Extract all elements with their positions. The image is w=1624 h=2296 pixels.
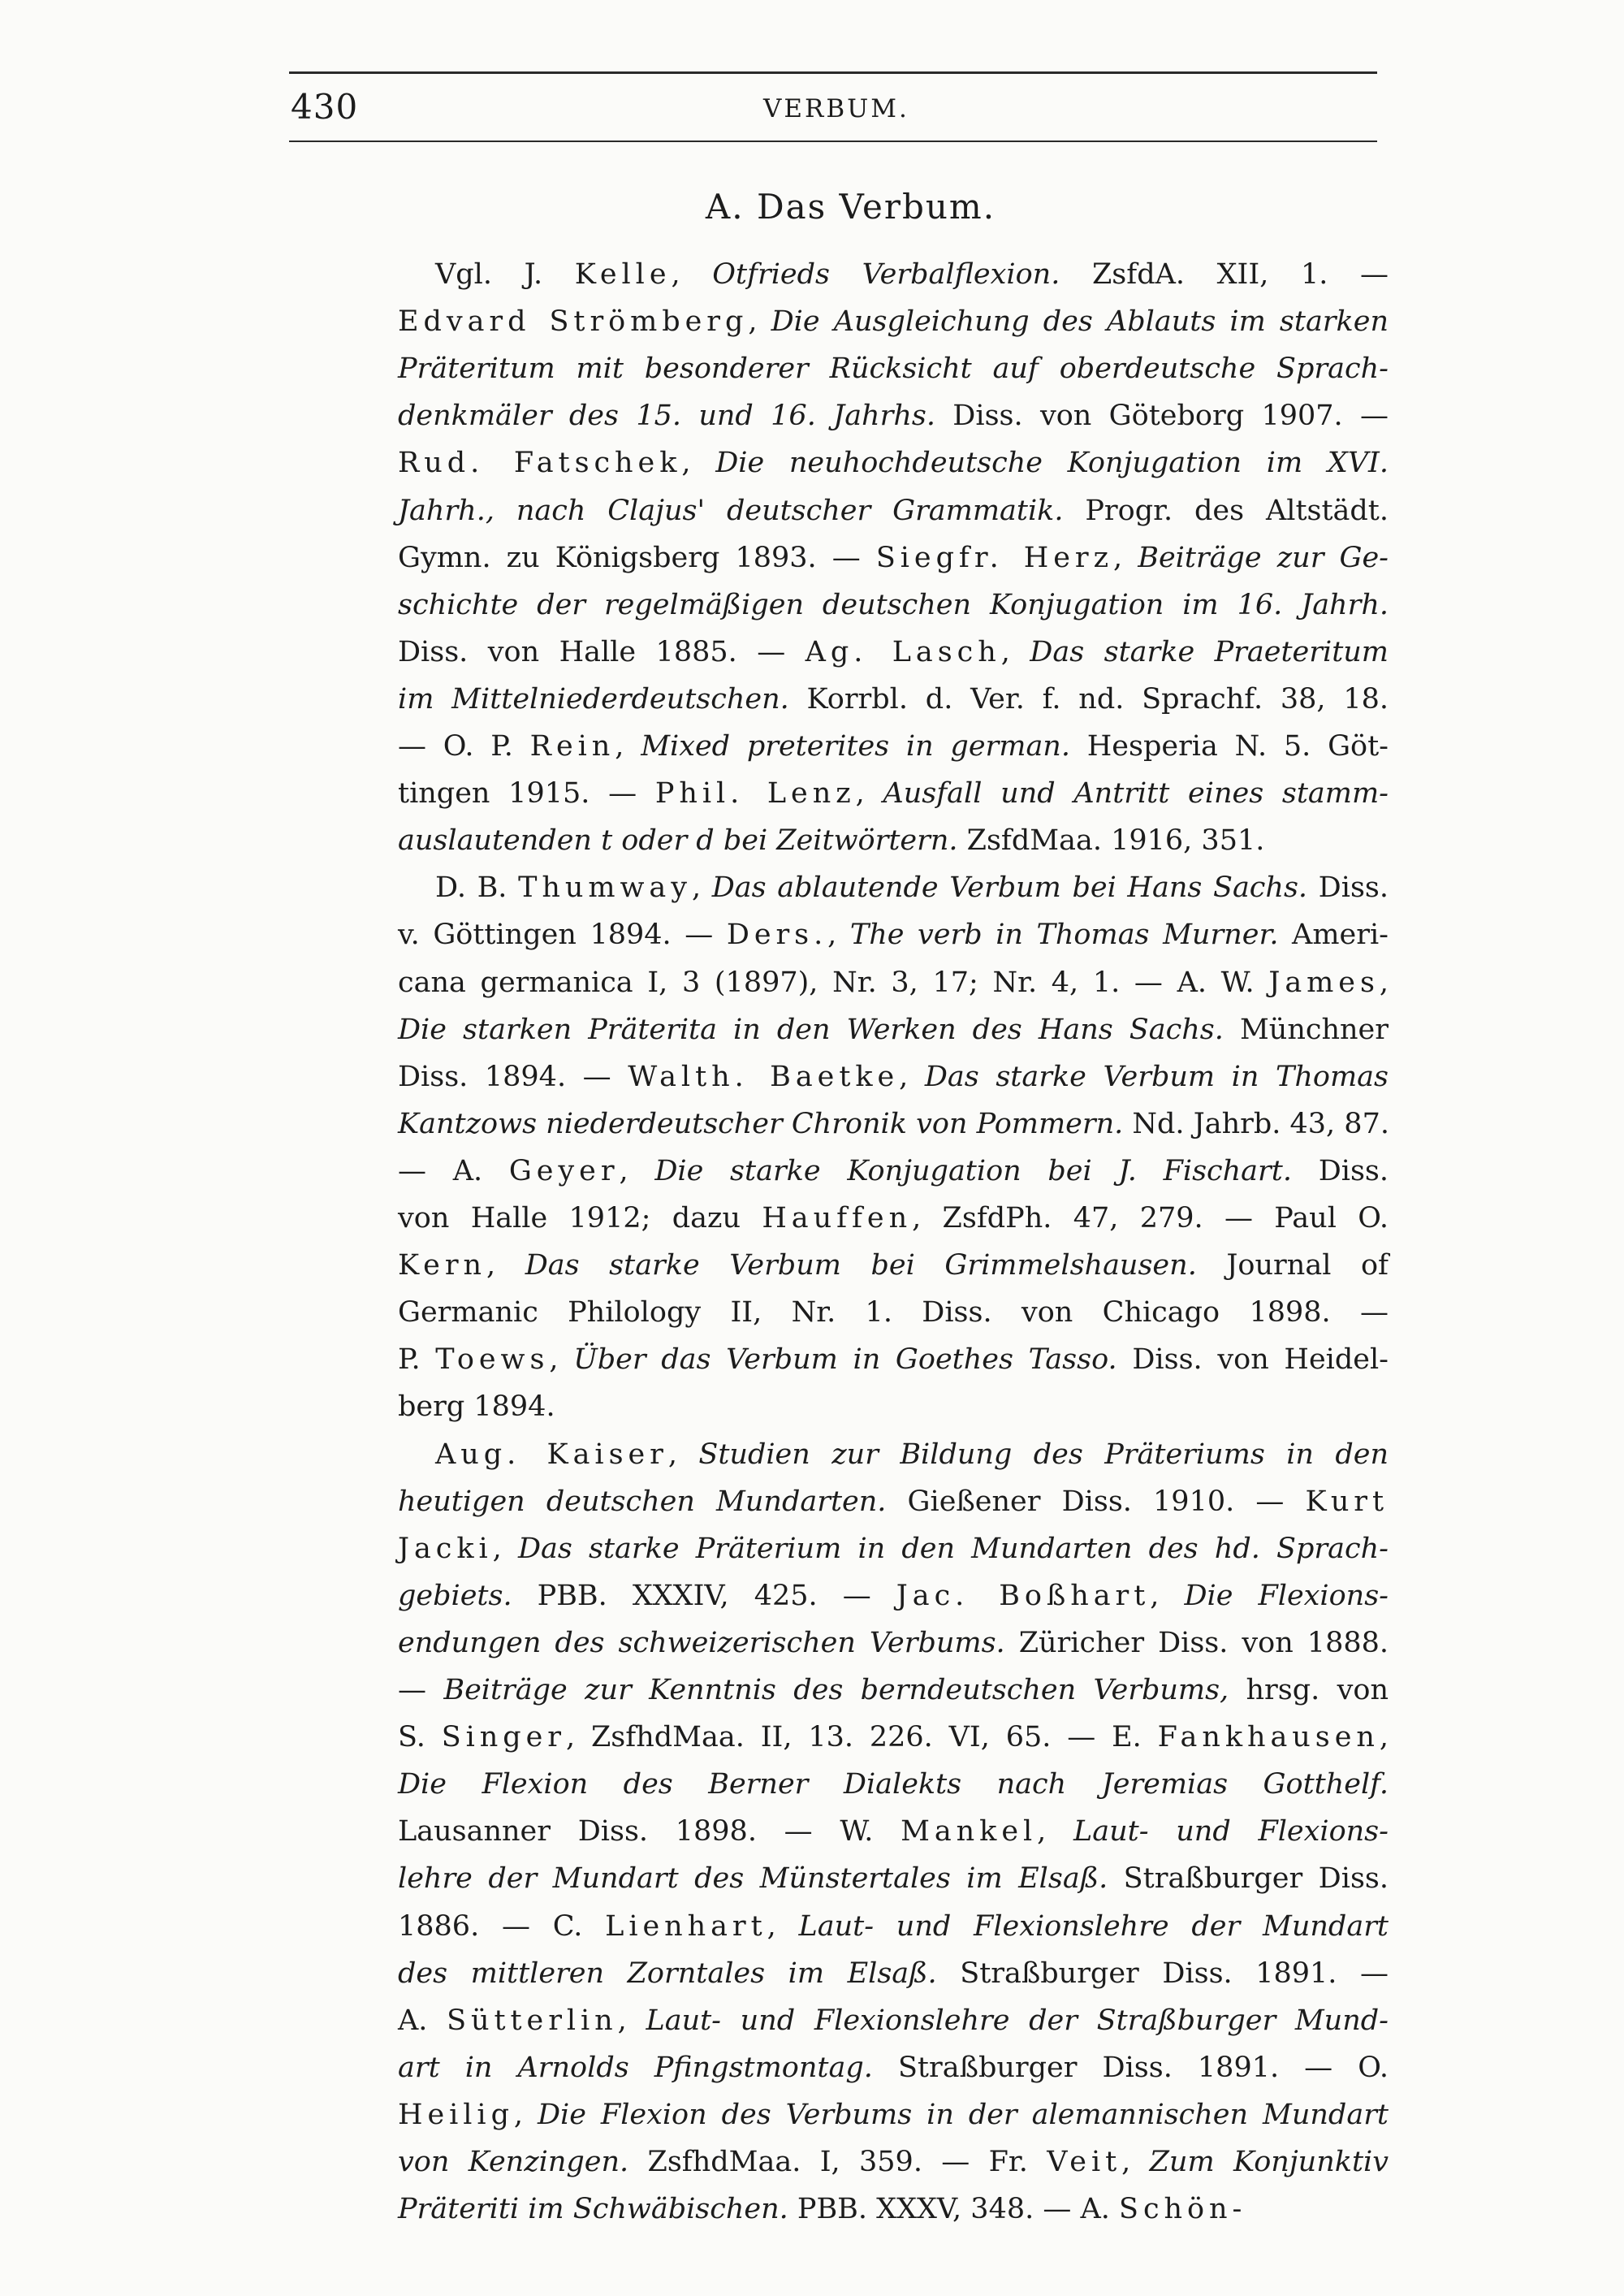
citation-text: , — [855, 777, 883, 811]
author-name: Siegfr. Herz — [875, 541, 1113, 574]
text-line — [398, 488, 1389, 534]
citation-text: Ameri- — [1278, 919, 1389, 952]
author-name: Hauffen — [762, 1202, 913, 1234]
text-line — [398, 535, 1389, 581]
citation-text: , — [1379, 1721, 1389, 1754]
author-name: Aug. Kaiser — [435, 1438, 668, 1471]
citation-text: Journal of — [1196, 1249, 1389, 1282]
text-line — [398, 1290, 1389, 1335]
text-line — [398, 1479, 1389, 1524]
author-name: James — [1268, 966, 1380, 999]
author-name: Thumway — [518, 871, 692, 905]
citation-text: S. — [398, 1721, 442, 1754]
title-text: Präteritum mit besonderer Rücksicht auf oberdeutsche Sprach- — [398, 352, 1389, 386]
text-line — [398, 1007, 1389, 1053]
text-line — [398, 1667, 1389, 1713]
title-text: lehre der Mundart des Münstertales im Elsaß. — [398, 1862, 1108, 1896]
citation-text: PBB. XXXV, 348. — A. — [788, 2193, 1120, 2226]
author-name: Kelle — [574, 258, 672, 291]
author-name: Toews — [435, 1343, 550, 1377]
text-line — [398, 1337, 1389, 1382]
citation-text: , — [549, 1343, 574, 1377]
title-text: des mittleren Zorntales im Elsaß. — [398, 1957, 937, 1990]
citation-text: ZsfdA. XII, 1. — — [1060, 258, 1389, 291]
citation-text: — A. — [398, 1154, 509, 1187]
title-text: Laut- und Flexions- — [1073, 1815, 1389, 1848]
citation-text: Diss. von Göteborg 1907. — — [935, 400, 1389, 433]
author-name: Singer — [441, 1721, 566, 1754]
citation-text: Lausanner Diss. 1898. — W. — [398, 1815, 901, 1848]
author-name: Jacki — [398, 1532, 493, 1565]
author-name: Edvard Strömberg — [398, 305, 749, 339]
title-text: Mixed preterites in german. — [641, 730, 1070, 763]
section-title: A. Das Verbum. — [705, 187, 996, 227]
citation-text: — O. P. — [398, 730, 530, 763]
author-name: Schön- — [1119, 2193, 1247, 2226]
author-name: Jac. Boßhart — [896, 1579, 1151, 1612]
citation-text: A. — [398, 2004, 447, 2037]
citation-text: D. B. — [435, 871, 519, 905]
citation-text: , — [667, 1438, 699, 1471]
text-line — [435, 1432, 1389, 1477]
citation-text: Diss. — [1291, 1154, 1389, 1187]
text-line — [398, 677, 1389, 722]
title-text: schichte der regelmäßigen deutschen Konjugation im 16. Jahrh. — [398, 588, 1389, 621]
author-name: Heilig — [398, 2098, 514, 2131]
text-line — [398, 2186, 1389, 2232]
citation-text: , — [619, 1154, 655, 1187]
text-line — [398, 1101, 1389, 1147]
title-text: Ausfall und Antritt eines stamm- — [883, 777, 1389, 811]
text-line — [398, 771, 1389, 816]
citation-text: , — [492, 1532, 518, 1565]
citation-text: Züricher Diss. von 1888. — [1004, 1626, 1389, 1659]
author-name: Kern — [398, 1249, 486, 1282]
title-text: Das starke Verbum in Thomas — [924, 1060, 1389, 1093]
text-line — [398, 1620, 1389, 1666]
citation-text: , — [486, 1249, 525, 1282]
text-line — [398, 393, 1389, 439]
author-name: Fankhausen — [1157, 1721, 1380, 1754]
citation-text: berg 1894. — [398, 1390, 555, 1424]
text-line — [398, 1951, 1389, 1996]
text-line — [435, 252, 1389, 297]
title-text: gebiets. — [398, 1579, 512, 1612]
text-line — [398, 1856, 1389, 1901]
citation-text: Gymn. zu Königsberg 1893. — — [398, 541, 876, 574]
author-name: Rein — [529, 730, 615, 763]
text-line — [398, 1526, 1389, 1572]
title-text: endungen des schweizerischen Verbums. — [398, 1626, 1005, 1659]
citation-text: hrsg. von — [1229, 1674, 1389, 1706]
text-line — [435, 865, 1389, 910]
citation-text: , — [748, 305, 771, 339]
citation-text: , — [1000, 635, 1030, 668]
citation-text: , — [691, 871, 712, 905]
text-line — [398, 1714, 1389, 1760]
citation-text: , ZsfhdMaa. II, 13. 226. VI, 65. — E. — [565, 1721, 1158, 1754]
citation-text: , — [827, 919, 850, 952]
title-text: Die starken Präterita in den Werken des Hans Sachs. — [398, 1013, 1224, 1046]
citation-text: Progr. des Altstädt. — [1063, 494, 1389, 527]
citation-text: Germanic Philology II, Nr. 1. Diss. von Chicago 1898. — — [398, 1296, 1389, 1330]
text-line — [398, 2045, 1389, 2091]
text-line — [398, 724, 1389, 769]
title-text: Die Flexions- — [1184, 1579, 1389, 1612]
title-text: Kantzows niederdeutscher Chronik von Pommern. — [398, 1107, 1124, 1140]
header-rule-top — [289, 71, 1377, 74]
text-line — [398, 2139, 1389, 2185]
citation-text: tingen 1915. — — [398, 777, 655, 811]
author-name: Ders. — [726, 919, 828, 952]
text-line — [398, 1196, 1389, 1241]
citation-text: , — [1150, 1579, 1185, 1612]
text-line — [398, 1904, 1389, 1949]
text-line — [398, 1384, 1389, 1429]
running-head: VERBUM. — [763, 94, 909, 123]
citation-text: , — [617, 2004, 646, 2037]
text-line — [398, 912, 1389, 958]
page-number: 430 — [291, 87, 359, 127]
author-name: Kurt — [1305, 1485, 1389, 1518]
citation-text: — — [398, 1674, 444, 1706]
title-text: Jahrh., nach Clajus' deutscher Grammatik. — [398, 494, 1064, 527]
text-line — [398, 1762, 1389, 1807]
author-name: Veit — [1047, 2146, 1122, 2178]
citation-text: , — [1121, 2146, 1150, 2178]
author-name: Rud. Fatschek — [398, 447, 682, 480]
title-text: Die starke Konjugation bei J. Fischart. — [654, 1154, 1292, 1187]
title-text: von Kenzingen. — [398, 2146, 629, 2178]
title-text: Das starke Praeteritum — [1030, 635, 1389, 668]
title-text: Studien zur Bildung des Präteriums in den — [698, 1438, 1389, 1471]
title-text: Die neuhochdeutsche Konjugation im XVI. — [715, 447, 1389, 480]
citation-text: Diss. 1894. — — [398, 1060, 628, 1093]
citation-text: von Halle 1912; dazu — [398, 1202, 762, 1234]
title-text: Das starke Präterium in den Mundarten des hd. Sprach- — [517, 1532, 1389, 1565]
title-text: Otfrieds Verbalflexion. — [712, 258, 1060, 291]
title-text: Das starke Verbum bei Grimmelshausen. — [525, 1249, 1197, 1282]
title-text: The verb in Thomas Murner. — [849, 919, 1279, 952]
header-rule-bottom — [289, 141, 1377, 142]
title-text: denkmäler des 15. und 16. Jahrhs. — [398, 400, 935, 433]
citation-text: v. Göttingen 1894. — — [398, 919, 727, 952]
citation-text: Diss. von Halle 1885. — — [398, 635, 806, 668]
citation-text: Gießener Diss. 1910. — — [886, 1485, 1306, 1518]
citation-text: 1886. — C. — [398, 1909, 606, 1943]
citation-text: Straßburger Diss. 1891. — O. — [872, 2051, 1389, 2084]
title-text: Beiträge zur Kenntnis des berndeutschen Verbums, — [443, 1674, 1229, 1706]
author-name: Ag. Lasch — [805, 635, 1001, 668]
citation-text: Hesperia N. 5. Göt- — [1069, 730, 1389, 763]
citation-text: Nd. Jahrb. 43, 87. — [1123, 1107, 1389, 1140]
title-text: Laut- und Flexionslehre der Mundart — [798, 1909, 1389, 1943]
citation-text: PBB. XXXIV, 425. — — [512, 1579, 896, 1612]
citation-text: Straßburger Diss. — [1108, 1862, 1389, 1896]
text-line — [398, 1243, 1389, 1288]
title-text: Präteriti im Schwäbischen. — [398, 2193, 788, 2226]
citation-text: , — [681, 447, 716, 480]
title-text: Beiträge zur Ge- — [1138, 541, 1389, 574]
title-text: Die Flexion des Berner Dialekts nach Jeremias Gotthelf. — [398, 1768, 1389, 1801]
citation-text: , ZsfdPh. 47, 279. — Paul O. — [912, 1202, 1389, 1234]
citation-text: Münchner — [1223, 1013, 1389, 1046]
text-line — [398, 1148, 1389, 1194]
citation-text: Vgl. J. — [435, 258, 575, 291]
author-name: Geyer — [508, 1154, 620, 1187]
citation-text: Diss. von Heidel- — [1116, 1343, 1389, 1377]
citation-text: ZsfhdMaa. I, 359. — Fr. — [628, 2146, 1047, 2178]
title-text: auslautenden t oder d bei Zeitwörtern. — [398, 824, 958, 858]
citation-text: , — [767, 1909, 799, 1943]
text-line — [398, 629, 1389, 675]
citation-text: Diss. — [1307, 871, 1389, 905]
text-line — [398, 1573, 1389, 1619]
citation-text: , — [615, 730, 641, 763]
citation-text: , — [1037, 1815, 1073, 1848]
citation-text: , — [671, 258, 713, 291]
citation-text: , — [899, 1060, 925, 1093]
text-line — [398, 299, 1389, 344]
title-text: Zum Konjunktiv — [1149, 2146, 1389, 2178]
citation-text: , — [1113, 541, 1138, 574]
citation-text: ZsfdMaa. 1916, 351. — [957, 824, 1265, 858]
text-line — [398, 818, 1389, 863]
text-line — [398, 346, 1389, 391]
title-text: Die Flexion des Verbums in der alemannischen Mundart — [538, 2098, 1389, 2131]
author-name: Lienhart — [605, 1909, 767, 1943]
title-text: art in Arnolds Pfingstmontag. — [398, 2051, 873, 2084]
citation-text: , — [513, 2098, 538, 2131]
author-name: Mankel — [901, 1815, 1038, 1848]
author-name: Walth. Baetke — [628, 1060, 900, 1093]
text-line — [398, 440, 1389, 486]
citation-text: Korrbl. d. Ver. f. nd. Sprachf. 38, 18. — [788, 682, 1389, 716]
citation-text: Straßburger Diss. 1891. — — [936, 1957, 1389, 1990]
title-text: im Mittelniederdeutschen. — [398, 682, 789, 716]
text-line — [398, 1054, 1389, 1100]
title-text: Das ablautende Verbum bei Hans Sachs. — [711, 871, 1308, 905]
citation-text: , — [1379, 966, 1389, 999]
text-line — [398, 1998, 1389, 2043]
citation-text: cana germanica I, 3 (1897), Nr. 3, 17; Nr. 4, 1. — A. W. — [398, 966, 1269, 999]
text-line — [398, 960, 1389, 1005]
author-name: Sütterlin — [447, 2004, 618, 2037]
text-line — [398, 582, 1389, 628]
title-text: Über das Verbum in Goethes Tasso. — [573, 1343, 1117, 1377]
text-line — [398, 2092, 1389, 2138]
author-name: Phil. Lenz — [654, 777, 856, 811]
citation-text: P. — [398, 1343, 436, 1377]
text-line — [398, 1809, 1389, 1854]
title-text: heutigen deutschen Mundarten. — [398, 1485, 887, 1518]
title-text: Laut- und Flexionslehre der Straßburger Mund- — [646, 2004, 1389, 2037]
title-text: Die Ausgleichung des Ablauts im starken — [771, 305, 1389, 339]
